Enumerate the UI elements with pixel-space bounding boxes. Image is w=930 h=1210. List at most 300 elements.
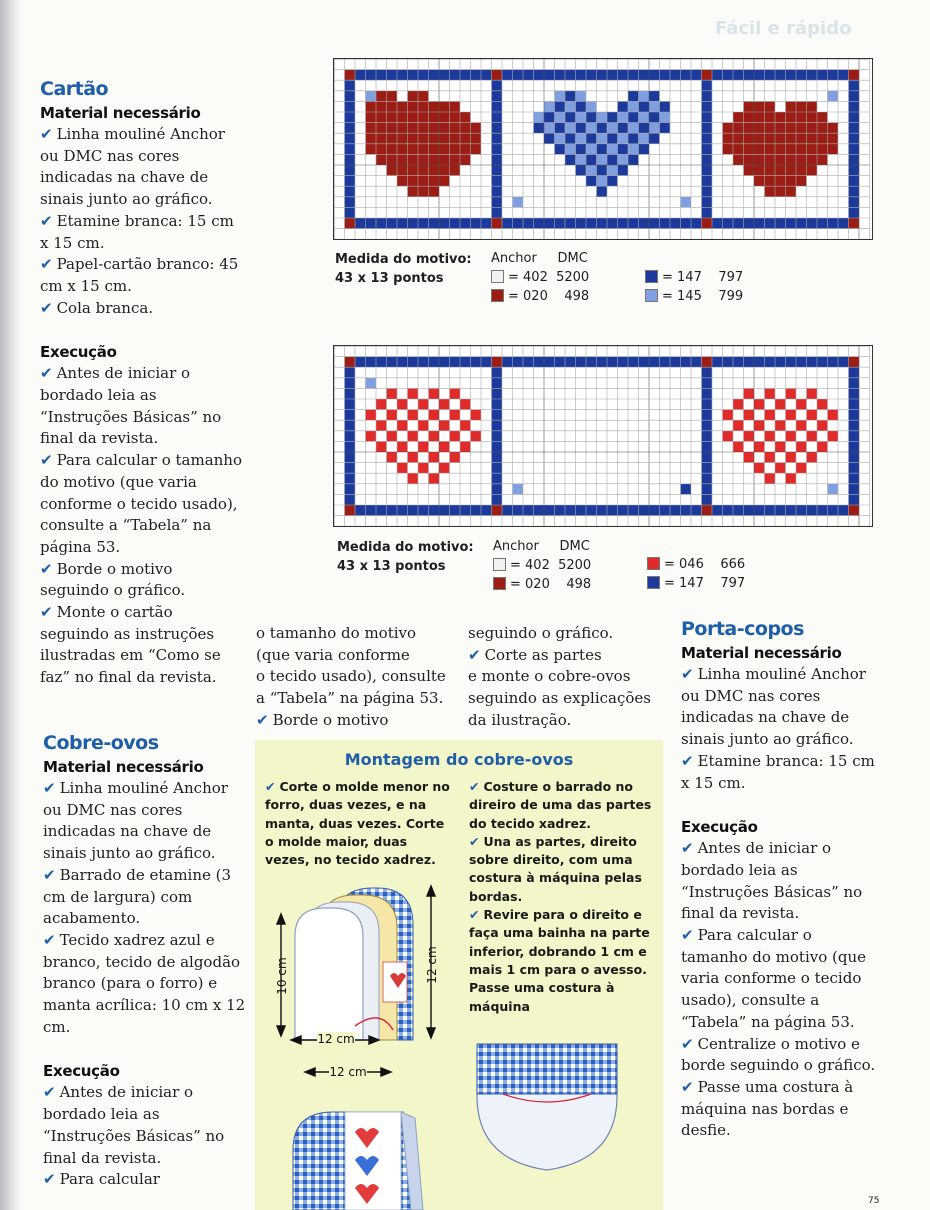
stitch-cell: [702, 388, 713, 399]
stitch-cell: [607, 144, 618, 155]
stitch-cell: [639, 144, 650, 155]
stitch-cell: [408, 112, 419, 123]
stitch-cell: [754, 123, 765, 134]
stitch-cell: [418, 123, 429, 134]
stitch-cell: [471, 410, 482, 421]
stitch-cell: [796, 176, 807, 187]
stitch-cell: [702, 431, 713, 442]
stitch-cell: [733, 441, 744, 452]
stitch-cell: [366, 378, 377, 389]
stitch-cell: [387, 144, 398, 155]
stitch-cell: [723, 218, 734, 229]
stitch-cell: [828, 123, 839, 134]
stitch-cell: [765, 165, 776, 176]
montagem-box: [255, 740, 663, 1210]
stitch-cell: [471, 431, 482, 442]
stitch-cell: [649, 505, 660, 516]
swatch-icon: [645, 289, 658, 302]
stitch-cell: [723, 420, 734, 431]
stitch-cell: [733, 420, 744, 431]
page-number: 75: [868, 1196, 880, 1206]
stitch-cell: [597, 133, 608, 144]
stitch-cell: [723, 431, 734, 442]
stitch-cell: [744, 505, 755, 516]
stitch-cell: [786, 144, 797, 155]
stitch-cell: [366, 218, 377, 229]
stitch-cell: [418, 452, 429, 463]
stitch-cell: [534, 218, 545, 229]
stitch-cell: [702, 452, 713, 463]
stitch-cell: [439, 144, 450, 155]
stitch-cell: [702, 123, 713, 134]
stitch-cell: [544, 505, 555, 516]
stitch-cell: [733, 70, 744, 81]
stitch-cell: [775, 431, 786, 442]
stitch-cell: [450, 165, 461, 176]
stitch-cell: [849, 186, 860, 197]
stitch-cell: [408, 101, 419, 112]
stitch-cell: [754, 463, 765, 474]
stitch-cell: [376, 431, 387, 442]
stitch-cell: [576, 144, 587, 155]
text-line: da ilustração.: [468, 710, 572, 729]
stitch-cell: [849, 207, 860, 218]
stitch-cell: [754, 144, 765, 155]
stitch-cell: [796, 420, 807, 431]
stitch-cell: [628, 91, 639, 102]
stitch-cell: [565, 70, 576, 81]
stitch-cell: [565, 357, 576, 368]
stitch-cell: [408, 165, 419, 176]
check-icon: ✔: [43, 1083, 56, 1102]
stitch-cell: [555, 123, 566, 134]
check-icon: ✔: [681, 926, 694, 945]
stitch-cell: [649, 123, 660, 134]
stitch-cell: [376, 70, 387, 81]
stitch-cell: [397, 101, 408, 112]
stitch-cell: [366, 112, 377, 123]
stitch-cell: [460, 399, 471, 410]
stitch-cell: [481, 70, 492, 81]
stitch-cell: [418, 101, 429, 112]
stitch-cell: [345, 197, 356, 208]
cartao-step-2: ✔ Para calcular o tamanho do motivo (que varia conforme o tecido usado), consulte a “Tabela” na página 53.: [40, 451, 242, 556]
stitch-cell: [460, 505, 471, 516]
stitch-cell: [492, 154, 503, 165]
stitch-cell: [618, 154, 629, 165]
stitch-cell: [712, 357, 723, 368]
stitch-cell: [387, 431, 398, 442]
stitch-cell: [366, 144, 377, 155]
porta-copos-exec-heading: Execução: [681, 818, 758, 837]
stitch-cell: [397, 410, 408, 421]
legend-col-dmc: DMC: [557, 251, 588, 266]
stitch-cell: [397, 463, 408, 474]
stitch-cell: [387, 218, 398, 229]
stitch-cell: [586, 165, 597, 176]
stitch-cell: [429, 70, 440, 81]
stitch-cell: [639, 112, 650, 123]
cartao-material-4: ✔ Cola branca.: [40, 298, 154, 317]
stitch-cell: [408, 505, 419, 516]
stitch-cell: [418, 70, 429, 81]
stitch-cell: [639, 123, 650, 134]
stitch-cell: [765, 133, 776, 144]
stitch-cell: [439, 441, 450, 452]
stitch-cell: [544, 123, 555, 134]
stitch-cell: [345, 399, 356, 410]
stitch-cell: [460, 420, 471, 431]
stitch-cell: [345, 463, 356, 474]
stitch-cell: [702, 144, 713, 155]
stitch-cell: [429, 112, 440, 123]
stitch-cell: [649, 112, 660, 123]
stitch-cell: [744, 388, 755, 399]
stitch-cell: [618, 133, 629, 144]
stitch-cell: [555, 144, 566, 155]
stitch-cell: [481, 218, 492, 229]
stitch-cell: [796, 463, 807, 474]
stitch-cell: [702, 420, 713, 431]
stitch-cell: [775, 133, 786, 144]
stitch-cell: [733, 144, 744, 155]
stitch-cell: [744, 420, 755, 431]
swatch-icon: [647, 576, 660, 589]
stitch-cell: [786, 154, 797, 165]
stitch-cell: [628, 101, 639, 112]
stitch-cell: [796, 441, 807, 452]
stitch-cell: [544, 218, 555, 229]
stitch-cell: [492, 378, 503, 389]
stitch-cell: [597, 505, 608, 516]
stitch-cell: [345, 112, 356, 123]
stitch-cell: [628, 357, 639, 368]
stitch-cell: [765, 186, 776, 197]
stitch-cell: [418, 91, 429, 102]
stitch-cell: [754, 420, 765, 431]
stitch-cell: [754, 218, 765, 229]
cobre-ovos-title: Cobre-ovos: [43, 732, 159, 754]
stitch-cell: [345, 378, 356, 389]
stitch-cell: [492, 197, 503, 208]
stitch-cell: [849, 452, 860, 463]
cobre-ovos-section: [43, 730, 248, 1191]
cartao-material-2: ✔ Etamine branca: 15 cm x 15 cm.: [40, 211, 234, 252]
check-icon: ✔: [40, 298, 53, 317]
stitch-cell: [418, 176, 429, 187]
stitch-cell: [513, 484, 524, 495]
stitch-cell: [439, 505, 450, 516]
stitch-cell: [387, 70, 398, 81]
stitch-cell: [765, 357, 776, 368]
stitch-cell: [849, 399, 860, 410]
stitch-cell: [544, 133, 555, 144]
stitch-cell: [418, 218, 429, 229]
stitch-cell: [796, 410, 807, 421]
stitch-cell: [618, 101, 629, 112]
stitch-cell: [387, 101, 398, 112]
check-icon: ✔: [469, 779, 480, 794]
stitch-cell: [796, 112, 807, 123]
stitch-cell: [723, 133, 734, 144]
legend-entry: = 020 498: [491, 287, 589, 306]
stitch-cell: [397, 452, 408, 463]
stitch-cell: [849, 218, 860, 229]
stitch-cell: [429, 463, 440, 474]
stitch-cell: [576, 165, 587, 176]
stitch-cell: [744, 154, 755, 165]
stitch-cell: [345, 123, 356, 134]
stitch-cell: [376, 154, 387, 165]
stitch-cell: [618, 123, 629, 134]
stitch-cell: [702, 80, 713, 91]
stitch-cell: [481, 357, 492, 368]
stitch-cell: [534, 112, 545, 123]
stitch-cell: [807, 123, 818, 134]
montagem-right-steps: ✔ Costure o barrado no direiro de uma das partes do tecido xadrez. ✔ Una as partes, direito sobre direito, com uma costura à máquina pelas bordas. ✔ Revire para o direito e faça uma bainha na parte inferior, dobrando 1 cm e mais 1 cm para o avesso. Passe uma costura à máquina: [469, 779, 652, 1014]
stitch-cell: [397, 123, 408, 134]
stitch-cell: [418, 441, 429, 452]
finished-piece-drawing: [477, 1044, 617, 1170]
stitch-cell: [607, 218, 618, 229]
stitch-cell: [576, 154, 587, 165]
stitch-cell: [408, 388, 419, 399]
stitch-cell: [450, 154, 461, 165]
stitch-cell: [838, 70, 849, 81]
stitch-cell: [387, 399, 398, 410]
stitch-cell: [418, 431, 429, 442]
check-icon: ✔: [40, 211, 53, 230]
stitch-cell: [397, 165, 408, 176]
stitch-cell: [429, 388, 440, 399]
stitch-cell: [597, 154, 608, 165]
stitch-cell: [817, 431, 828, 442]
stitch-cell: [607, 505, 618, 516]
stitch-cell: [681, 70, 692, 81]
stitch-cell: [618, 70, 629, 81]
stitch-cell: [376, 123, 387, 134]
stitch-cell: [807, 399, 818, 410]
stitch-cell: [418, 505, 429, 516]
stitch-cell: [565, 133, 576, 144]
stitch-cell: [439, 357, 450, 368]
stitch-cell: [345, 144, 356, 155]
stitch-cell: [796, 101, 807, 112]
montagem-title: Montagem do cobre-ovos: [344, 750, 574, 769]
stitch-cell: [660, 357, 671, 368]
stitch-cell: [544, 357, 555, 368]
stitch-cell: [408, 218, 419, 229]
stitch-cell: [775, 463, 786, 474]
stitch-cell: [397, 112, 408, 123]
stitch-cell: [712, 70, 723, 81]
stitch-cell: [586, 123, 597, 134]
stitch-cell: [492, 505, 503, 516]
stitch-cell: [828, 133, 839, 144]
stitch-cell: [849, 91, 860, 102]
stitch-cell: [681, 484, 692, 495]
stitch-cell: [586, 101, 597, 112]
stitch-cell: [429, 176, 440, 187]
stitch-cell: [765, 505, 776, 516]
stitch-cell: [460, 154, 471, 165]
stitch-cell: [460, 410, 471, 421]
stitch-cell: [744, 431, 755, 442]
stitch-cell: [828, 144, 839, 155]
swatch-icon: [493, 577, 506, 590]
stitch-cell: [492, 463, 503, 474]
stitch-cell: [786, 431, 797, 442]
stitch-cell: [849, 420, 860, 431]
stitch-cell: [775, 144, 786, 155]
stitch-cell: [796, 505, 807, 516]
text-line: e monte o cobre-ovos: [468, 667, 631, 686]
cartao-material-1: ✔ Linha mouliné Anchor ou DMC nas cores indicadas na chave de sinais junto ao gráfico.: [40, 125, 225, 209]
stitch-cell: [439, 70, 450, 81]
stitch-cell: [345, 441, 356, 452]
stitch-cell: [576, 123, 587, 134]
cobre-ovos-step-1: ✔ Antes de iniciar o bordado leia as “Instruções Básicas” no final da revista.: [43, 1083, 225, 1167]
stitch-cell: [502, 218, 513, 229]
stitch-cell: [828, 505, 839, 516]
stitch-cell: [345, 133, 356, 144]
stitch-cell: [565, 218, 576, 229]
stitch-cell: [397, 441, 408, 452]
cartao-step-1: ✔ Antes de iniciar o bordado leia as “Instruções Básicas” no final da revista.: [40, 364, 222, 448]
stitch-cell: [492, 473, 503, 484]
stitch-cell: [649, 133, 660, 144]
stitch-cell: [523, 218, 534, 229]
stitch-cell: [744, 399, 755, 410]
stitch-cell: [702, 357, 713, 368]
stitch-cell: [355, 357, 366, 368]
stitch-cell: [460, 441, 471, 452]
stitch-cell: [639, 218, 650, 229]
stitch-cell: [639, 91, 650, 102]
stitch-cell: [387, 123, 398, 134]
stitch-cell: [649, 91, 660, 102]
stitch-cell: [565, 505, 576, 516]
stitch-cell: [450, 452, 461, 463]
stitch-cell: [849, 441, 860, 452]
stitch-cell: [796, 123, 807, 134]
stitch-cell: [849, 484, 860, 495]
stitch-cell: [418, 186, 429, 197]
stitch-cell: [418, 463, 429, 474]
stitch-cell: [345, 165, 356, 176]
stitch-cell: [408, 70, 419, 81]
stitch-cell: [786, 101, 797, 112]
stitch-cell: [376, 410, 387, 421]
stitch-cell: [754, 399, 765, 410]
legend-entry: = 147 797: [645, 268, 743, 287]
stitch-cell: [345, 218, 356, 229]
stitch-cell: [618, 112, 629, 123]
stitch-cell: [723, 410, 734, 421]
stitch-cell: [744, 452, 755, 463]
stitch-cell: [702, 197, 713, 208]
stitch-cell: [796, 144, 807, 155]
text-line: ✔ Corte as partes: [468, 645, 602, 664]
stitch-cell: [376, 112, 387, 123]
stitch-cell: [534, 70, 545, 81]
porta-copos-material-heading: Material necessário: [681, 644, 842, 662]
stitch-cell: [366, 123, 377, 134]
legend-size-value: 43 x 13 pontos: [335, 271, 444, 286]
stitch-cell: [523, 505, 534, 516]
stitch-cell: [765, 154, 776, 165]
montagem-illustration: [255, 740, 663, 1210]
stitch-cell: [807, 70, 818, 81]
legend-col-anchor: Anchor: [491, 251, 537, 266]
stitch-cell: [849, 431, 860, 442]
stitch-cell: [376, 357, 387, 368]
stitch-cell: [786, 388, 797, 399]
stitch-cell: [702, 154, 713, 165]
page-gutter-shadow: [0, 0, 22, 1210]
chart-2-key-a: [493, 537, 591, 594]
stitch-cell: [849, 112, 860, 123]
stitch-cell: [376, 101, 387, 112]
stitch-cell: [702, 441, 713, 452]
stitch-cell: [345, 101, 356, 112]
montagem-left-steps: ✔ Corte o molde menor no forro, duas vezes, e na manta, duas vezes. Corte o molde maior, duas vezes, no tecido xadrez.: [265, 779, 450, 868]
cartao-step-3: ✔ Borde o motivo seguindo o gráfico.: [40, 559, 186, 600]
stitch-cell: [376, 399, 387, 410]
stitch-cell: [733, 123, 744, 134]
stitch-cell: [429, 431, 440, 442]
stitch-cell: [733, 112, 744, 123]
stitch-cell: [607, 70, 618, 81]
stitch-cell: [429, 144, 440, 155]
stitch-cell: [733, 431, 744, 442]
stitch-cell: [775, 410, 786, 421]
stitch-cell: [628, 144, 639, 155]
stitch-cell: [628, 112, 639, 123]
stitch-cell: [702, 176, 713, 187]
legend-entry: = 402 5200: [493, 556, 591, 575]
stitch-cell: [418, 410, 429, 421]
stitch-cell: [565, 144, 576, 155]
stitch-cell: [345, 357, 356, 368]
legend-entry: = 046 666: [647, 555, 745, 574]
dim-12cm-small-label: 12 cm: [317, 1032, 355, 1046]
stitch-cell: [786, 112, 797, 123]
stitch-cell: [387, 165, 398, 176]
stitch-cell: [649, 70, 660, 81]
stitch-cell: [754, 101, 765, 112]
stitch-cell: [681, 197, 692, 208]
stitch-cell: [492, 123, 503, 134]
stitch-cell: [828, 420, 839, 431]
stitch-cell: [702, 133, 713, 144]
stitch-cell: [744, 165, 755, 176]
stitch-cell: [618, 218, 629, 229]
stitch-cell: [576, 112, 587, 123]
text-line: (que varia conforme: [256, 645, 410, 664]
text-line: a “Tabela” na página 53.: [256, 689, 444, 708]
stitch-cell: [586, 176, 597, 187]
stitch-cell: [366, 505, 377, 516]
stitch-cell: [775, 357, 786, 368]
check-icon: ✔: [681, 665, 694, 683]
stitch-cell: [796, 357, 807, 368]
stitch-cell: [754, 431, 765, 442]
stitch-cell: [492, 484, 503, 495]
stitch-cell: [439, 133, 450, 144]
pattern-pieces-drawing: [295, 888, 413, 1040]
stitch-cell: [733, 505, 744, 516]
